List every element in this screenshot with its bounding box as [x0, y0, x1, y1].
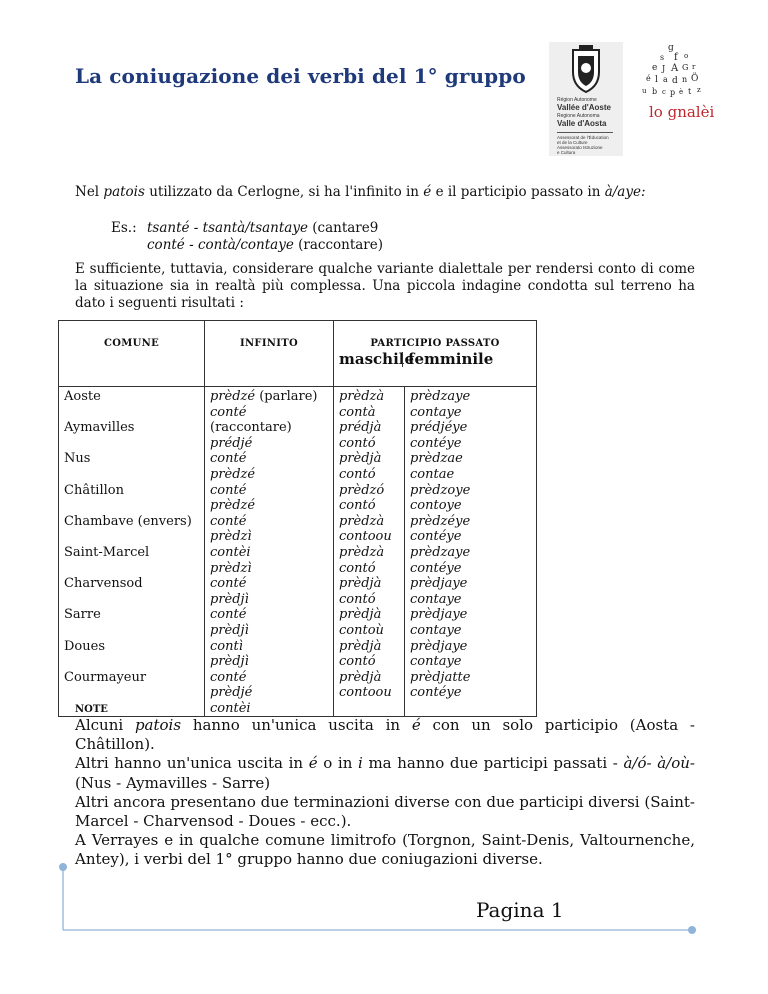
- svg-text:è: è: [679, 88, 684, 96]
- header-infinito: INFINITO: [205, 321, 334, 387]
- letters-cloud-icon: [638, 40, 708, 100]
- region-logo: [549, 42, 623, 156]
- example-line: tsanté - tsantà/tsantaye (cantare9: [147, 220, 379, 236]
- header-participio: PARTICIPIO PASSATO maschile femminile: [334, 321, 537, 387]
- coat-of-arms-icon: [549, 42, 623, 102]
- svg-text:d: d: [672, 76, 678, 86]
- svg-text:u: u: [642, 87, 647, 95]
- note-label: NOTE: [75, 704, 108, 715]
- svg-text:n: n: [682, 75, 688, 84]
- header-comune: COMUNE: [59, 321, 205, 387]
- logo-line: Assessorato Istruzione: [557, 145, 603, 150]
- svg-text:Ö: Ö: [691, 74, 699, 84]
- example-line: conté - contà/contaye (raccontare): [147, 237, 384, 253]
- svg-text:s: s: [660, 53, 665, 62]
- svg-text:é: é: [646, 74, 651, 83]
- col-infinito: prèdzé (parlare) conté (raccontare) prédjé conté prèdzé conté prèdzé conté prèdzì contèi prèdzì conté prèdjì conté prèdjì contì prèdjì conté prèdjé contèi: [205, 387, 334, 717]
- example-label: Es.:: [111, 220, 137, 236]
- lognalei-logo: lo gnalèi: [649, 103, 715, 121]
- svg-text:J: J: [662, 64, 666, 73]
- svg-text:b: b: [652, 87, 658, 96]
- svg-text:o: o: [684, 52, 689, 60]
- svg-text:z: z: [697, 86, 701, 94]
- svg-text:r: r: [692, 63, 696, 71]
- col-comune: Aoste Aymavilles Nus Châtillon Chambave (envers) Saint-Marcel Charvensod Sarre Doues Courmayeur: [59, 387, 205, 717]
- col-maschile: prèdzà contà prédjà contó prèdjà contó prèdzó contó prèdzà contoou prèdzà contó prèdjà contó prèdjà contoù prèdjà contó prèdjà contoou: [334, 387, 405, 717]
- svg-text:e: e: [652, 63, 658, 73]
- logo-line: Regione Autonoma: [557, 113, 600, 119]
- logo-line: Valle d'Aosta: [557, 119, 607, 128]
- logo-line: Région Autonome: [557, 97, 597, 103]
- notes-body: Alcuni patois hanno un'unica uscita in é con un solo participio (Aosta - Châtillon). Altri hanno un'unica uscita in é o in i ma hanno due participi passati - à/ó- à/où- (Nus - Aymavilles - Sarre) Altri ancora presentano due terminazioni diverse con due participi diversi (Saint-Marcel - Charvensod - Doues - ecc.). A Verrayes e in qualche comune limitrofo (Torgnon, Saint-Denis, Valtournenche, Antey), i verbi del 1° gruppo hanno due coniugazioni diverse.: [75, 716, 695, 869]
- svg-text:l: l: [655, 75, 658, 85]
- svg-text:c: c: [662, 88, 666, 96]
- svg-text:g: g: [668, 43, 674, 53]
- body-paragraph: E sufficiente, tuttavia, considerare qualche variante dialettale per rendersi conto di come la situazione sia in realtà più complessa. Una piccola indagine condotta sul terreno ha dato i seguenti risultati :: [75, 261, 695, 311]
- svg-text:G: G: [682, 63, 689, 72]
- svg-text:t: t: [688, 87, 692, 96]
- svg-text:p: p: [670, 88, 676, 97]
- svg-text:A: A: [671, 63, 679, 74]
- logo-line: Assessorat de l'Éducation: [557, 135, 609, 140]
- conjugation-table: [58, 320, 537, 717]
- page-number: Pagina 1: [476, 898, 564, 922]
- svg-text:a: a: [663, 75, 668, 84]
- logo-line: e Cultura: [557, 150, 576, 155]
- logo-line: et de la Culture: [557, 140, 588, 145]
- intro-paragraph: Nel patois utilizzato da Cerlogne, si ha l'infinito in é e il participio passato in à/aye:: [75, 184, 646, 200]
- svg-text:f: f: [674, 52, 678, 63]
- col-femminile: prèdzaye contaye prédjéye contéye prèdzae contae prèdzoye contoye prèdzéye contéye prèdzaye contéye prèdjaye contaye prèdjaye contaye prèdjaye contaye prèdjatte contéye: [405, 387, 537, 717]
- page-title: La coniugazione dei verbi del 1° gruppo: [75, 64, 526, 88]
- logo-line: Vallée d'Aoste: [557, 103, 611, 112]
